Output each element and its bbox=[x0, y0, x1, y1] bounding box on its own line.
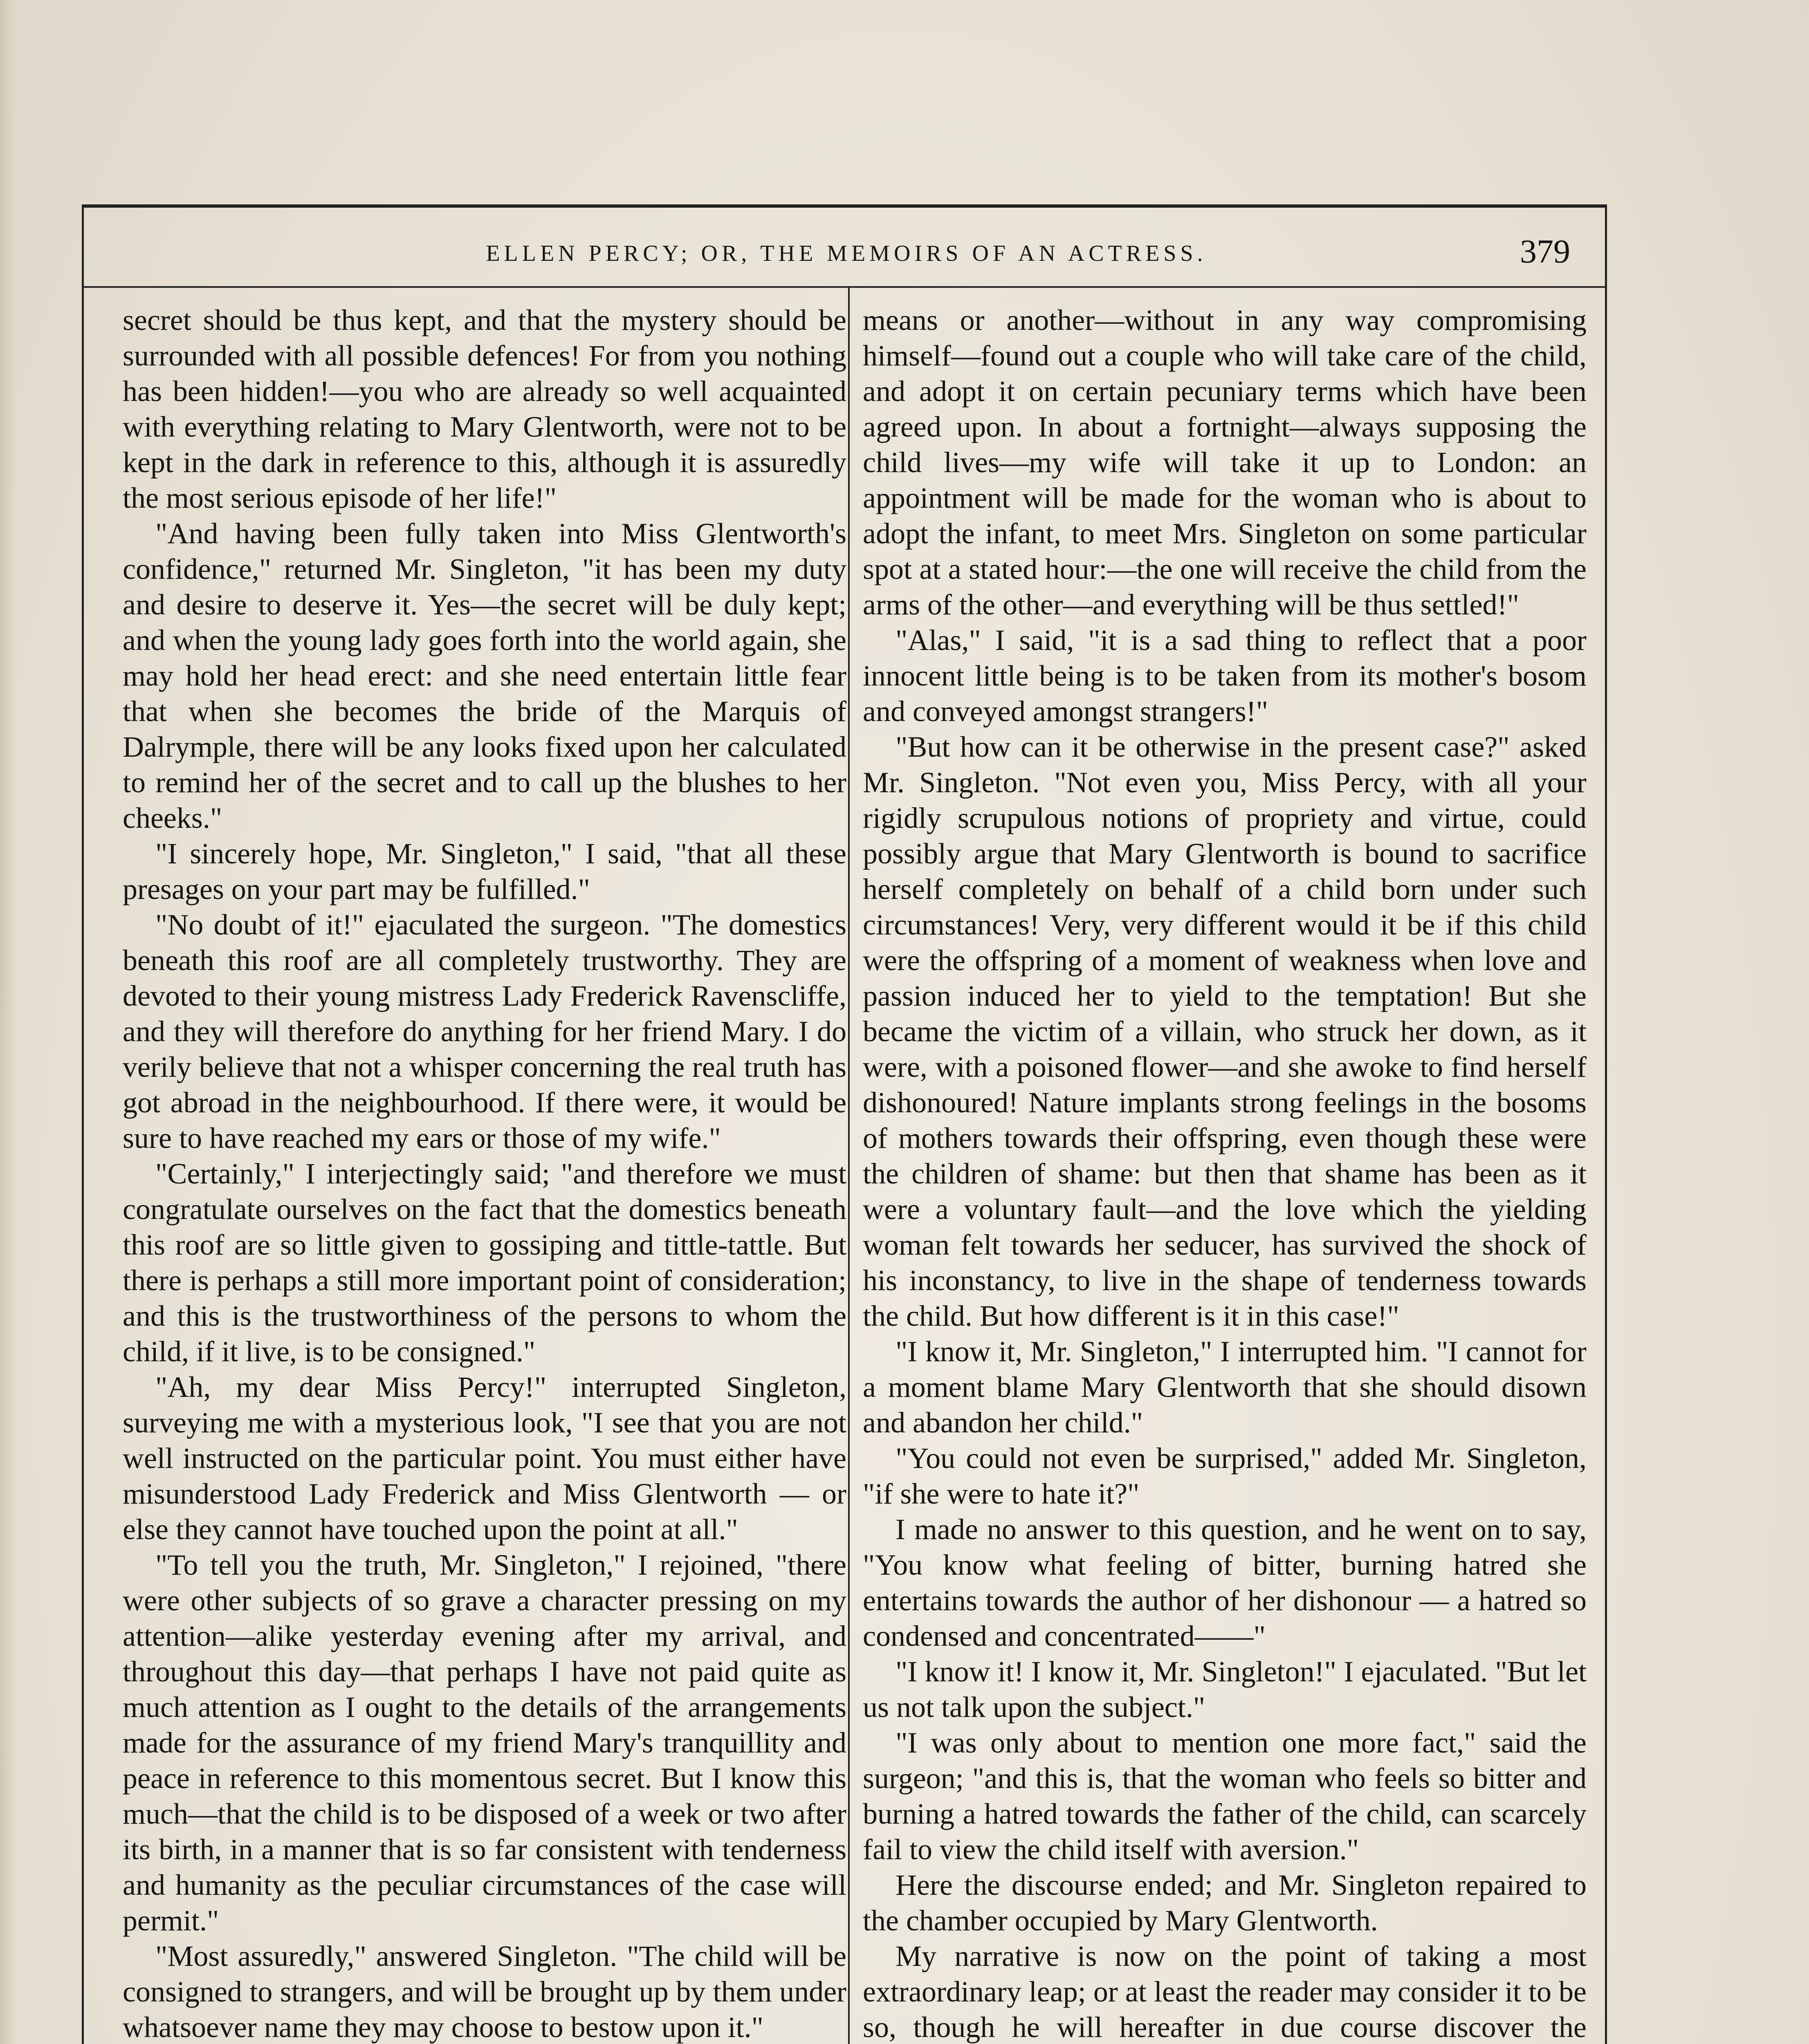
paragraph: secret should be thus kept, and that the mystery should be surrounded with all possible defences! For from you nothing has been hidden!—you who are already so well acquainted with everything relating to Mary Glentworth, were not to be kept in the dark in reference to this, although it is assuredly the most serious episode of her life!" bbox=[123, 304, 846, 514]
right-column bbox=[863, 303, 1587, 2044]
header-rule bbox=[82, 286, 1607, 288]
paragraph: "To tell you the truth, Mr. Singleton," I rejoined, "there were other subjects of so grave a character pressing on my attention—alike yesterday evening after my arrival, and throughout this day—that perhaps I have not paid quite as much attention as I ought to the details of the arrangements made for the assurance of my friend Mary's tranquillity and peace in reference to this momentous secret. But I know this much—that the child is to be disposed of a week or two after its birth, in a manner that is so far consistent with tenderness and humanity as the peculiar circumstances of the case will permit." bbox=[123, 1549, 846, 1937]
paragraph: "You could not even be surprised," added Mr. Singleton, "if she were to hate it?" bbox=[863, 1442, 1587, 1510]
paragraph: "Ah, my dear Miss Percy!" interrupted Singleton, surveying me with a mysterious look, "I see that you are not well instructed on the particular point. You must either have misunderstood Lady Frederick and Miss Glentworth — or else they cannot have touched upon the point at all." bbox=[123, 1371, 846, 1546]
paragraph: "No doubt of it!" ejaculated the surgeon. "The domestics beneath this roof are all completely trustworthy. They are devoted to their young mistress Lady Frederick Ravenscliffe, and they will therefore do anything for her friend Mary. I do verily believe that not a whisper concerning the real truth has got abroad in the neighbourhood. If there were, it would be sure to have reached my ears or those of my wife." bbox=[123, 908, 846, 1154]
page-edge-shadow bbox=[0, 0, 16, 2044]
paragraph: means or another—without in any way compromising himself—found out a couple who will take care of the child, and adopt it on certain pecuniary terms which have been agreed upon. In about a fortnight—always supposing the child lives—my wife will take it up to London: an appointment will be made for the woman who is about to adopt the infant, to meet Mrs. Singleton on some particular spot at a stated hour:—the one will receive the child from the arms of the other—and everything will be thus settled!" bbox=[863, 304, 1587, 621]
paragraph: "And having been fully taken into Miss Glentworth's confidence," returned Mr. Singleton, "it has been my duty and desire to deserve it. Yes—the secret will be duly kept; and when the young lady goes forth into the world again, she may hold her head erect: and she need entertain little fear that when she becomes the bride of the Marquis of Dalrymple, there will be any looks fixed upon her calculated to remind her of the secret and to call up the blushes to her cheeks." bbox=[123, 517, 846, 834]
paragraph: "I sincerely hope, Mr. Singleton," I said, "that all these presages on your part may be fulfilled." bbox=[123, 837, 846, 905]
paragraph: "Certainly," I interjectingly said; "and therefore we must congratulate ourselves on the fact that the domestics beneath this roof are so little given to gossiping and tittle-tattle. But there is perhaps a still more important point of consideration; and this is the trustworthiness of the persons to whom the child, if it live, is to be consigned." bbox=[123, 1157, 846, 1368]
paragraph: Here the discourse ended; and Mr. Singleton repaired to the chamber occupied by Mary Glentworth. bbox=[863, 1869, 1587, 1937]
column-divider bbox=[848, 286, 850, 2044]
paragraph: "I was only about to mention one more fact," said the surgeon; "and this is, that the woman who feels so bitter and burning a hatred towards the father of the child, can scarcely fail to view the child itself with aversion." bbox=[863, 1726, 1587, 1866]
paragraph: "I know it! I know it, Mr. Singleton!" I ejaculated. "But let us not talk upon the subject." bbox=[863, 1655, 1587, 1724]
page-number: 379 bbox=[1520, 233, 1570, 270]
paragraph: I made no answer to this question, and he went on to say, "You know what feeling of bitter, burning hatred she entertains towards the author of her dishonour — a hatred so condensed and concentrated——" bbox=[863, 1513, 1587, 1652]
left-column bbox=[123, 303, 846, 2044]
paragraph: My narrative is now on the point of taking a most extraordinary leap; or at least the reader may consider it to be so, though he will hereafter in due course discover the bbox=[863, 1940, 1587, 2044]
paragraph: "Alas," I said, "it is a sad thing to reflect that a poor innocent little being is to be taken from its mother's bosom and conveyed amongst strangers!" bbox=[863, 624, 1587, 728]
page-header bbox=[98, 232, 1595, 281]
paragraph: "Most assuredly," answered Singleton. "The child will be consigned to strangers, and will be brought up by them under whatsoever name they may choose to bestow upon it." bbox=[123, 1940, 846, 2044]
paragraph: "I know it, Mr. Singleton," I interrupted him. "I cannot for a moment blame Mary Glentworth that she should disown and abandon her child." bbox=[863, 1335, 1587, 1439]
paragraph: "But how can it be otherwise in the present case?" asked Mr. Singleton. "Not even you, Miss Percy, with all your rigidly scrupulous notions of propriety and virtue, could possibly argue that Mary Glentworth is bound to sacrifice herself completely on behalf of a child born under such circumstances! Very, very different would it be if this child were the offspring of a moment of weakness when love and passion induced her to yield to the temptation! But she became the victim of a villain, who struck her down, as it were, with a poisoned flower—and she awoke to find herself dishonoured! Nature implants strong feelings in the bosoms of mothers towards their offspring, even though these were the children of shame: but then that shame has been as it were a voluntary fault—and the love which the yielding woman felt towards her seducer, has survived the shock of his inconstancy, to live in the shape of tenderness towards the child. But how different is it in this case!" bbox=[863, 731, 1587, 1332]
running-title: ELLEN PERCY; OR, THE MEMOIRS OF AN ACTRESS. bbox=[486, 241, 1207, 266]
